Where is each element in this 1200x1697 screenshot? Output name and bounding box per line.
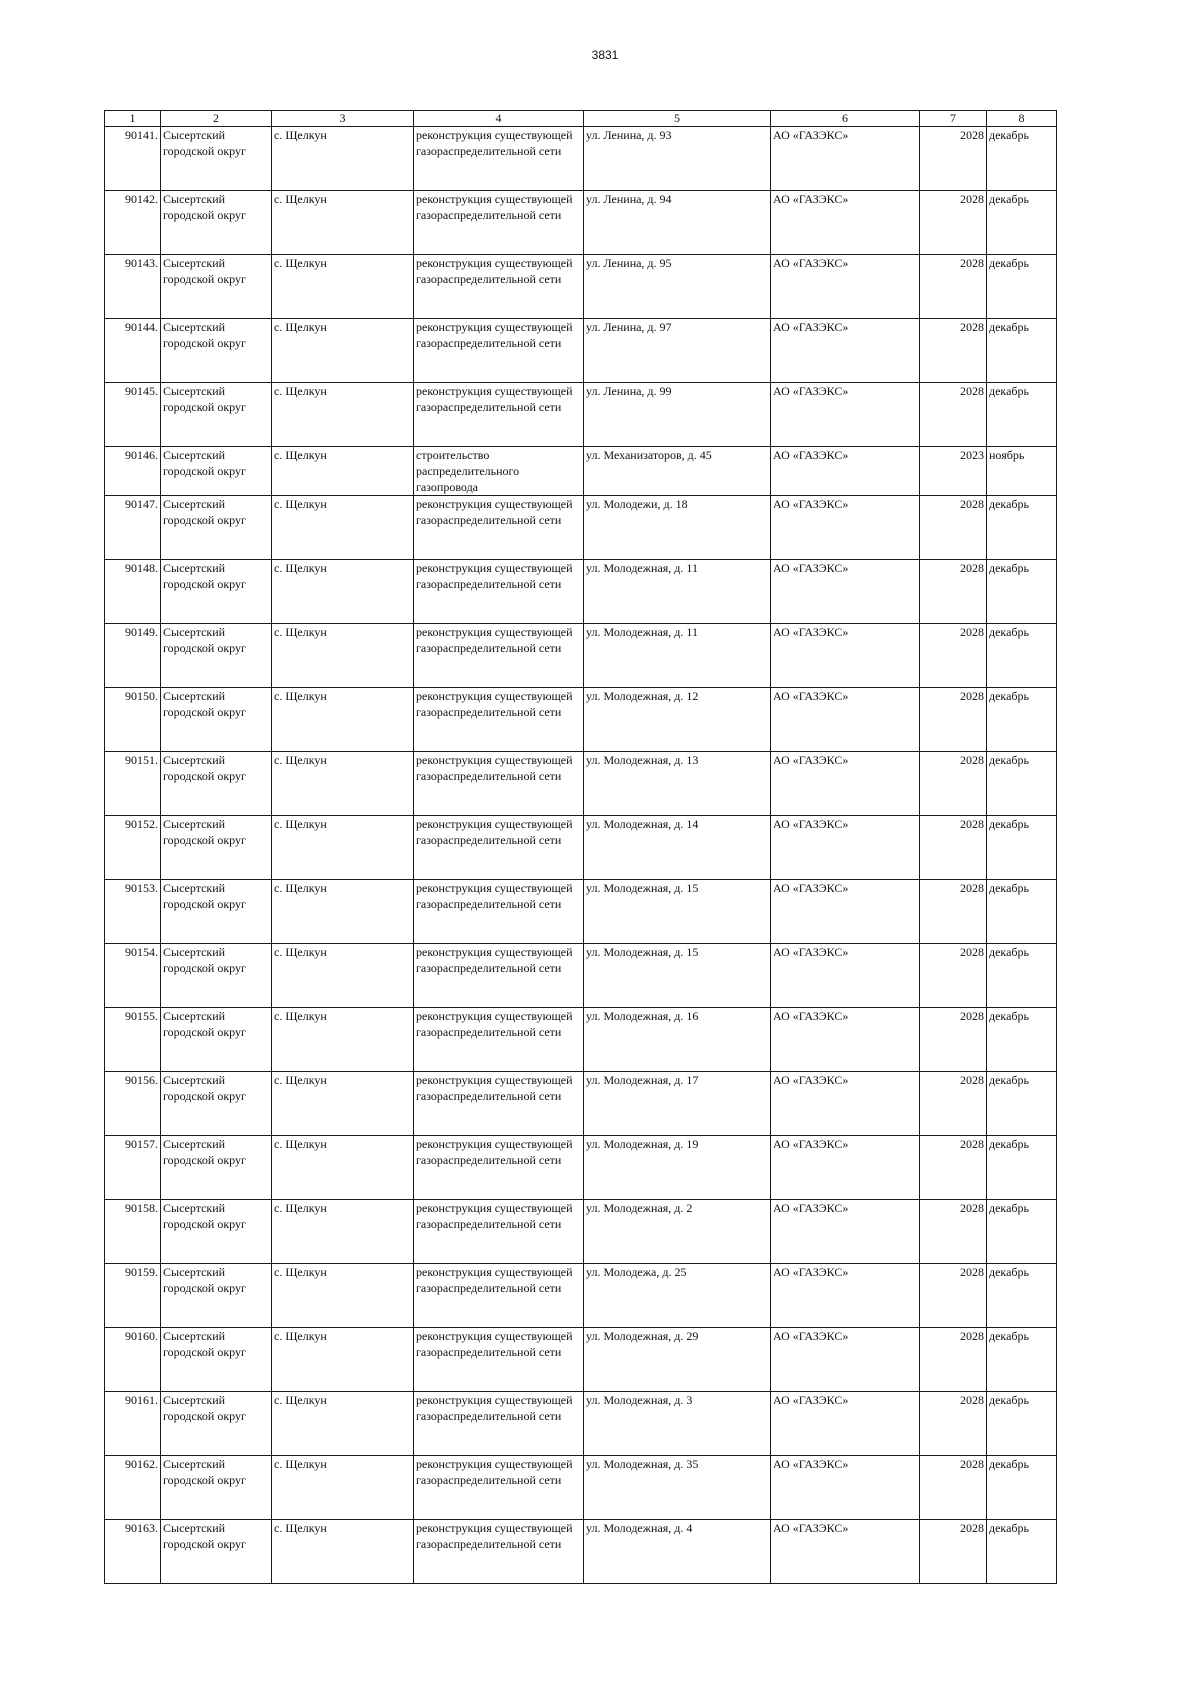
- cell-month: декабрь: [987, 191, 1057, 255]
- cell-row-number: 90163.: [105, 1520, 161, 1584]
- cell-settlement: с. Щелкун: [272, 1072, 414, 1136]
- cell-settlement: с. Щелкун: [272, 1520, 414, 1584]
- cell-year: 2028: [920, 1200, 987, 1264]
- cell-row-number: 90155.: [105, 1008, 161, 1072]
- cell-settlement: с. Щелкун: [272, 816, 414, 880]
- cell-settlement: с. Щелкун: [272, 1456, 414, 1520]
- table-row: [105, 383, 1057, 447]
- cell-settlement: с. Щелкун: [272, 752, 414, 816]
- cell-year: 2028: [920, 383, 987, 447]
- cell-settlement: с. Щелкун: [272, 383, 414, 447]
- cell-month: декабрь: [987, 1008, 1057, 1072]
- cell-municipality: Сысертский городской округ: [161, 255, 272, 319]
- cell-month: декабрь: [987, 880, 1057, 944]
- table-row: [105, 752, 1057, 816]
- cell-month: декабрь: [987, 127, 1057, 191]
- cell-settlement: с. Щелкун: [272, 319, 414, 383]
- cell-row-number: 90145.: [105, 383, 161, 447]
- cell-organization: АО «ГАЗЭКС»: [771, 1136, 920, 1200]
- page-number: 3831: [591, 48, 619, 62]
- cell-month: декабрь: [987, 1456, 1057, 1520]
- cell-municipality: Сысертский городской округ: [161, 944, 272, 1008]
- cell-organization: АО «ГАЗЭКС»: [771, 447, 920, 496]
- cell-row-number: 90153.: [105, 880, 161, 944]
- header-cell-col4: 4: [414, 111, 584, 127]
- cell-work-type: реконструкция существующей газораспределительной сети: [414, 1264, 584, 1328]
- cell-month: декабрь: [987, 1200, 1057, 1264]
- cell-row-number: 90159.: [105, 1264, 161, 1328]
- cell-organization: АО «ГАЗЭКС»: [771, 560, 920, 624]
- cell-month: декабрь: [987, 1392, 1057, 1456]
- cell-row-number: 90158.: [105, 1200, 161, 1264]
- cell-organization: АО «ГАЗЭКС»: [771, 255, 920, 319]
- cell-row-number: 90150.: [105, 688, 161, 752]
- header-cell-col7: 7: [920, 111, 987, 127]
- table-row: [105, 1200, 1057, 1264]
- cell-settlement: с. Щелкун: [272, 191, 414, 255]
- cell-organization: АО «ГАЗЭКС»: [771, 1264, 920, 1328]
- header-row: [105, 111, 1057, 127]
- cell-month: декабрь: [987, 1072, 1057, 1136]
- cell-settlement: с. Щелкун: [272, 1136, 414, 1200]
- cell-month: декабрь: [987, 383, 1057, 447]
- table-row: [105, 560, 1057, 624]
- cell-month: декабрь: [987, 624, 1057, 688]
- table-row: [105, 1008, 1057, 1072]
- cell-municipality: Сысертский городской округ: [161, 1456, 272, 1520]
- cell-organization: АО «ГАЗЭКС»: [771, 1328, 920, 1392]
- cell-row-number: 90152.: [105, 816, 161, 880]
- cell-municipality: Сысертский городской округ: [161, 1200, 272, 1264]
- cell-year: 2023: [920, 447, 987, 496]
- cell-month: декабрь: [987, 319, 1057, 383]
- cell-address: ул. Молодежная, д. 3: [584, 1392, 771, 1456]
- cell-organization: АО «ГАЗЭКС»: [771, 1520, 920, 1584]
- cell-organization: АО «ГАЗЭКС»: [771, 191, 920, 255]
- cell-row-number: 90162.: [105, 1456, 161, 1520]
- cell-municipality: Сысертский городской округ: [161, 127, 272, 191]
- cell-work-type: реконструкция существующей газораспределительной сети: [414, 127, 584, 191]
- cell-month: декабрь: [987, 816, 1057, 880]
- cell-work-type: реконструкция существующей газораспределительной сети: [414, 255, 584, 319]
- cell-address: ул. Ленина, д. 95: [584, 255, 771, 319]
- cell-settlement: с. Щелкун: [272, 880, 414, 944]
- table-header: [105, 111, 1057, 127]
- cell-address: ул. Молодежи, д. 18: [584, 496, 771, 560]
- cell-settlement: с. Щелкун: [272, 560, 414, 624]
- cell-month: декабрь: [987, 1328, 1057, 1392]
- cell-work-type: реконструкция существующей газораспределительной сети: [414, 496, 584, 560]
- cell-year: 2028: [920, 319, 987, 383]
- cell-year: 2028: [920, 880, 987, 944]
- cell-municipality: Сысертский городской округ: [161, 1328, 272, 1392]
- cell-address: ул. Молодежная, д. 11: [584, 560, 771, 624]
- cell-year: 2028: [920, 944, 987, 1008]
- cell-year: 2028: [920, 624, 987, 688]
- cell-work-type: реконструкция существующей газораспределительной сети: [414, 560, 584, 624]
- cell-row-number: 90148.: [105, 560, 161, 624]
- cell-month: декабрь: [987, 944, 1057, 1008]
- cell-address: ул. Молодежная, д. 4: [584, 1520, 771, 1584]
- table-row: [105, 624, 1057, 688]
- cell-settlement: с. Щелкун: [272, 624, 414, 688]
- cell-work-type: реконструкция существующей газораспределительной сети: [414, 1072, 584, 1136]
- cell-address: ул. Молодежная, д. 2: [584, 1200, 771, 1264]
- cell-municipality: Сысертский городской округ: [161, 383, 272, 447]
- table-row: [105, 255, 1057, 319]
- cell-year: 2028: [920, 1072, 987, 1136]
- cell-address: ул. Молодежная, д. 14: [584, 816, 771, 880]
- table-body: [105, 127, 1057, 1584]
- cell-municipality: Сысертский городской округ: [161, 880, 272, 944]
- cell-address: ул. Молодежная, д. 13: [584, 752, 771, 816]
- cell-work-type: реконструкция существующей газораспределительной сети: [414, 688, 584, 752]
- cell-year: 2028: [920, 127, 987, 191]
- cell-row-number: 90156.: [105, 1072, 161, 1136]
- cell-address: ул. Молодежная, д. 17: [584, 1072, 771, 1136]
- cell-work-type: реконструкция существующей газораспределительной сети: [414, 1200, 584, 1264]
- cell-municipality: Сысертский городской округ: [161, 816, 272, 880]
- cell-municipality: Сысертский городской округ: [161, 560, 272, 624]
- table-row: [105, 944, 1057, 1008]
- cell-municipality: Сысертский городской округ: [161, 191, 272, 255]
- cell-settlement: с. Щелкун: [272, 255, 414, 319]
- cell-address: ул. Ленина, д. 93: [584, 127, 771, 191]
- cell-settlement: с. Щелкун: [272, 1392, 414, 1456]
- table-row: [105, 1072, 1057, 1136]
- table-row: [105, 1264, 1057, 1328]
- cell-settlement: с. Щелкун: [272, 944, 414, 1008]
- cell-organization: АО «ГАЗЭКС»: [771, 496, 920, 560]
- cell-work-type: реконструкция существующей газораспределительной сети: [414, 1520, 584, 1584]
- cell-month: декабрь: [987, 688, 1057, 752]
- header-cell-col3: 3: [272, 111, 414, 127]
- cell-month: декабрь: [987, 752, 1057, 816]
- table-row: [105, 1136, 1057, 1200]
- table-row: [105, 688, 1057, 752]
- cell-month: ноябрь: [987, 447, 1057, 496]
- table-row: [105, 1520, 1057, 1584]
- cell-year: 2028: [920, 560, 987, 624]
- cell-work-type: реконструкция существующей газораспределительной сети: [414, 880, 584, 944]
- cell-settlement: с. Щелкун: [272, 1008, 414, 1072]
- cell-settlement: с. Щелкун: [272, 496, 414, 560]
- cell-work-type: строительство распределительного газопровода: [414, 447, 584, 496]
- table-row: [105, 319, 1057, 383]
- cell-address: ул. Молодежная, д. 12: [584, 688, 771, 752]
- cell-settlement: с. Щелкун: [272, 688, 414, 752]
- cell-settlement: с. Щелкун: [272, 127, 414, 191]
- cell-organization: АО «ГАЗЭКС»: [771, 688, 920, 752]
- cell-municipality: Сысертский городской округ: [161, 1072, 272, 1136]
- cell-year: 2028: [920, 816, 987, 880]
- cell-municipality: Сысертский городской округ: [161, 624, 272, 688]
- cell-year: 2028: [920, 1456, 987, 1520]
- cell-year: 2028: [920, 1392, 987, 1456]
- cell-work-type: реконструкция существующей газораспределительной сети: [414, 319, 584, 383]
- cell-month: декабрь: [987, 1264, 1057, 1328]
- cell-address: ул. Молодежная, д. 15: [584, 880, 771, 944]
- cell-row-number: 90146.: [105, 447, 161, 496]
- cell-work-type: реконструкция существующей газораспределительной сети: [414, 624, 584, 688]
- cell-organization: АО «ГАЗЭКС»: [771, 752, 920, 816]
- table-row: [105, 496, 1057, 560]
- cell-work-type: реконструкция существующей газораспределительной сети: [414, 1008, 584, 1072]
- table-row: [105, 880, 1057, 944]
- cell-work-type: реконструкция существующей газораспределительной сети: [414, 1456, 584, 1520]
- cell-address: ул. Механизаторов, д. 45: [584, 447, 771, 496]
- cell-row-number: 90160.: [105, 1328, 161, 1392]
- cell-address: ул. Молодежная, д. 16: [584, 1008, 771, 1072]
- cell-municipality: Сысертский городской округ: [161, 319, 272, 383]
- cell-work-type: реконструкция существующей газораспределительной сети: [414, 1392, 584, 1456]
- cell-work-type: реконструкция существующей газораспределительной сети: [414, 1136, 584, 1200]
- cell-work-type: реконструкция существующей газораспределительной сети: [414, 816, 584, 880]
- cell-year: 2028: [920, 191, 987, 255]
- cell-address: ул. Молодежная, д. 35: [584, 1456, 771, 1520]
- cell-address: ул. Ленина, д. 94: [584, 191, 771, 255]
- table-row: [105, 191, 1057, 255]
- cell-month: декабрь: [987, 1136, 1057, 1200]
- cell-row-number: 90161.: [105, 1392, 161, 1456]
- header-cell-col1: 1: [105, 111, 161, 127]
- cell-year: 2028: [920, 752, 987, 816]
- cell-settlement: с. Щелкун: [272, 1328, 414, 1392]
- cell-work-type: реконструкция существующей газораспределительной сети: [414, 383, 584, 447]
- cell-settlement: с. Щелкун: [272, 447, 414, 496]
- cell-organization: АО «ГАЗЭКС»: [771, 383, 920, 447]
- cell-month: декабрь: [987, 255, 1057, 319]
- cell-work-type: реконструкция существующей газораспределительной сети: [414, 944, 584, 1008]
- cell-municipality: Сысертский городской округ: [161, 688, 272, 752]
- cell-settlement: с. Щелкун: [272, 1264, 414, 1328]
- cell-year: 2028: [920, 255, 987, 319]
- cell-municipality: Сысертский городской округ: [161, 447, 272, 496]
- cell-municipality: Сысертский городской округ: [161, 752, 272, 816]
- cell-month: декабрь: [987, 560, 1057, 624]
- cell-settlement: с. Щелкун: [272, 1200, 414, 1264]
- data-table: [104, 110, 1057, 1584]
- cell-row-number: 90144.: [105, 319, 161, 383]
- cell-year: 2028: [920, 1136, 987, 1200]
- cell-municipality: Сысертский городской округ: [161, 1520, 272, 1584]
- table-row: [105, 816, 1057, 880]
- cell-work-type: реконструкция существующей газораспределительной сети: [414, 191, 584, 255]
- cell-municipality: Сысертский городской округ: [161, 1136, 272, 1200]
- header-cell-col6: 6: [771, 111, 920, 127]
- table-row: [105, 1328, 1057, 1392]
- cell-organization: АО «ГАЗЭКС»: [771, 624, 920, 688]
- cell-address: ул. Молодежная, д. 15: [584, 944, 771, 1008]
- cell-organization: АО «ГАЗЭКС»: [771, 1200, 920, 1264]
- table-row: [105, 1456, 1057, 1520]
- cell-year: 2028: [920, 688, 987, 752]
- cell-organization: АО «ГАЗЭКС»: [771, 944, 920, 1008]
- header-cell-col8: 8: [987, 111, 1057, 127]
- cell-row-number: 90142.: [105, 191, 161, 255]
- cell-year: 2028: [920, 1328, 987, 1392]
- cell-organization: АО «ГАЗЭКС»: [771, 1008, 920, 1072]
- cell-organization: АО «ГАЗЭКС»: [771, 1456, 920, 1520]
- cell-row-number: 90149.: [105, 624, 161, 688]
- table-row: [105, 127, 1057, 191]
- cell-organization: АО «ГАЗЭКС»: [771, 816, 920, 880]
- cell-organization: АО «ГАЗЭКС»: [771, 127, 920, 191]
- cell-work-type: реконструкция существующей газораспределительной сети: [414, 1328, 584, 1392]
- cell-month: декабрь: [987, 1520, 1057, 1584]
- cell-municipality: Сысертский городской округ: [161, 1392, 272, 1456]
- cell-row-number: 90151.: [105, 752, 161, 816]
- header-cell-col5: 5: [584, 111, 771, 127]
- cell-row-number: 90147.: [105, 496, 161, 560]
- cell-row-number: 90157.: [105, 1136, 161, 1200]
- cell-municipality: Сысертский городской округ: [161, 1264, 272, 1328]
- cell-row-number: 90143.: [105, 255, 161, 319]
- cell-organization: АО «ГАЗЭКС»: [771, 880, 920, 944]
- cell-address: ул. Ленина, д. 99: [584, 383, 771, 447]
- cell-municipality: Сысертский городской округ: [161, 496, 272, 560]
- cell-month: декабрь: [987, 496, 1057, 560]
- cell-row-number: 90154.: [105, 944, 161, 1008]
- header-cell-col2: 2: [161, 111, 272, 127]
- cell-row-number: 90141.: [105, 127, 161, 191]
- cell-address: ул. Молодежа, д. 25: [584, 1264, 771, 1328]
- cell-address: ул. Молодежная, д. 11: [584, 624, 771, 688]
- cell-organization: АО «ГАЗЭКС»: [771, 1392, 920, 1456]
- cell-address: ул. Молодежная, д. 29: [584, 1328, 771, 1392]
- cell-year: 2028: [920, 1520, 987, 1584]
- cell-organization: АО «ГАЗЭКС»: [771, 319, 920, 383]
- cell-year: 2028: [920, 496, 987, 560]
- table-row: [105, 447, 1057, 496]
- cell-year: 2028: [920, 1008, 987, 1072]
- cell-address: ул. Молодежная, д. 19: [584, 1136, 771, 1200]
- cell-year: 2028: [920, 1264, 987, 1328]
- cell-municipality: Сысертский городской округ: [161, 1008, 272, 1072]
- cell-work-type: реконструкция существующей газораспределительной сети: [414, 752, 584, 816]
- table-row: [105, 1392, 1057, 1456]
- cell-organization: АО «ГАЗЭКС»: [771, 1072, 920, 1136]
- cell-address: ул. Ленина, д. 97: [584, 319, 771, 383]
